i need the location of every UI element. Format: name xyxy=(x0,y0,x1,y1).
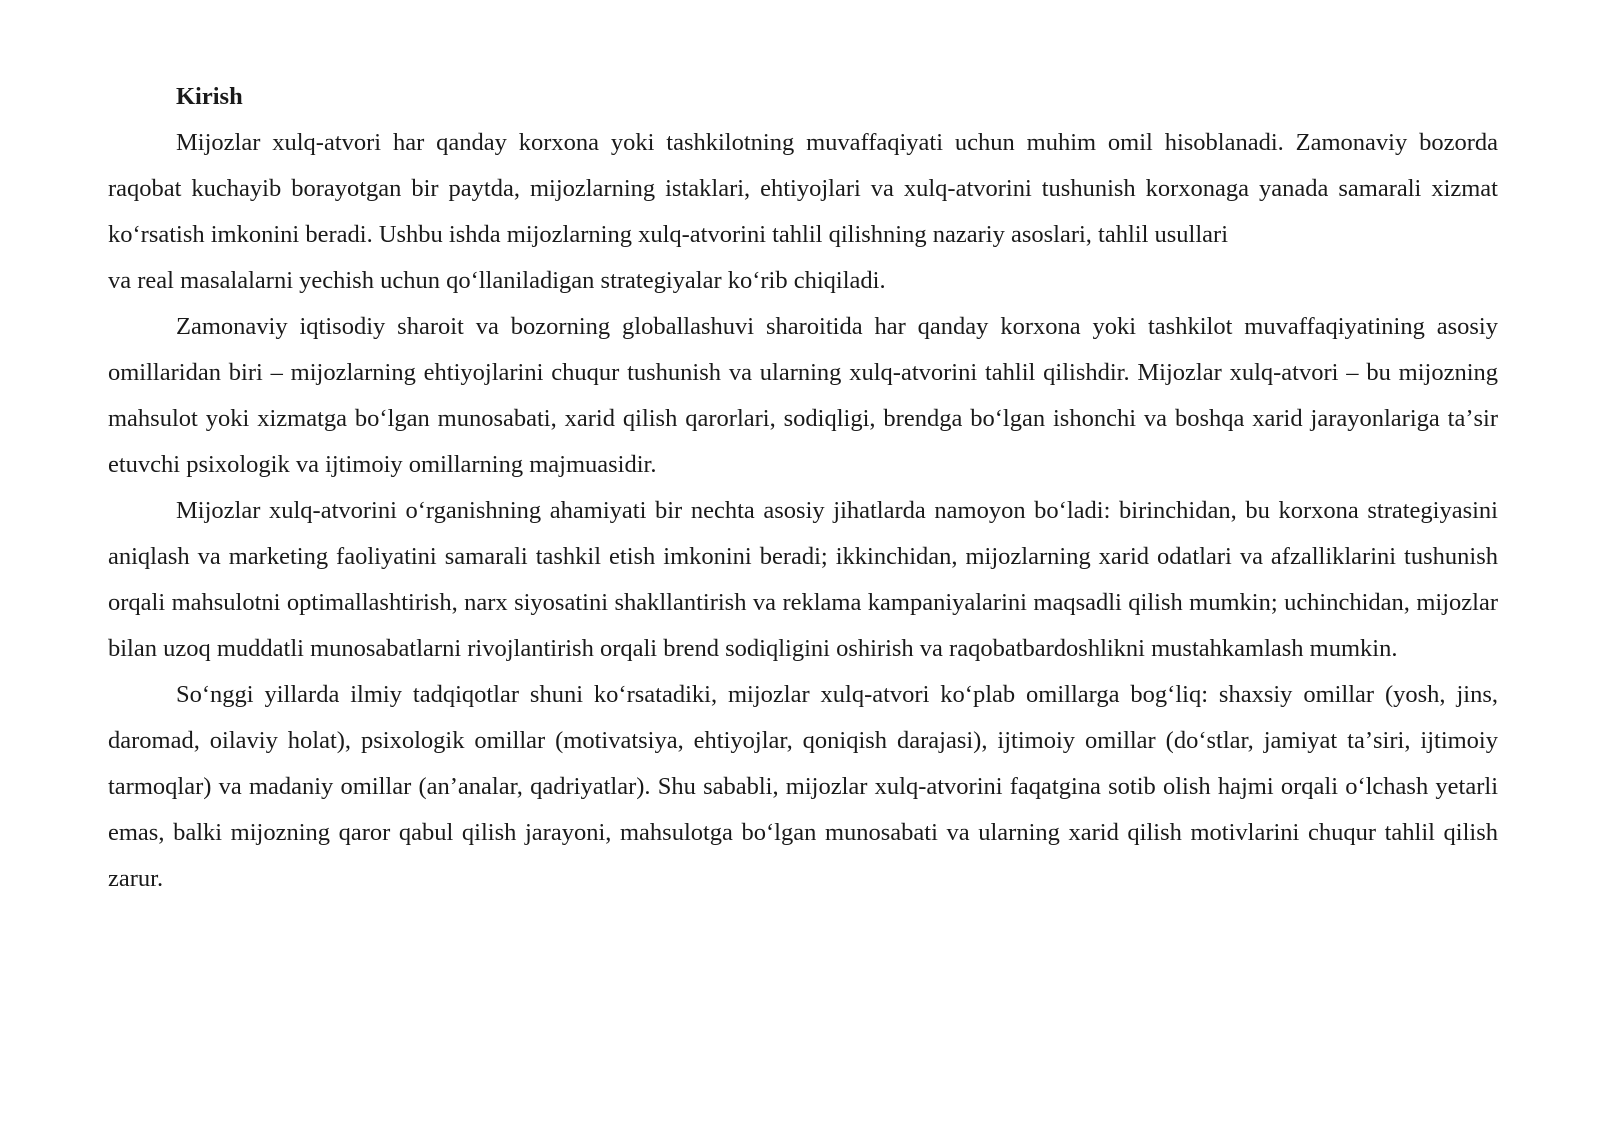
paragraph-importance: Mijozlar xulq-atvorini oʻrganishning ahamiyati bir nechta asosiy jihatlarda namoyon boʻladi: birinchidan, bu korxona strategiyasini aniqlash va marketing faoliyatini samarali tashkil etish imkonini beradi; ikkinchidan, mijozlarning xarid odatlari va afzalliklarini tushunish orqali mahsulotni optimallashtirish, narx siyosatini shakllantirish va reklama kampaniyalarini maqsadli qilish mumkin; uchinchidan, mijozlar bilan uzoq muddatli munosabatlarni rivojlantirish orqali brend sodiqligini oshirish va raqobatbardoshlikni mustahkamlash mumkin. xyxy=(108,497,1498,662)
paragraph-intro: Mijozlar xulq-atvori har qanday korxona yoki tashkilotning muvaffaqiyati uchun muhim omil hisoblanadi. Zamonaviy bozorda raqobat kuchayib borayotgan bir paytda, mijozlarning istaklari, ehtiyojlari va xulq-atvorini tushunish korxonaga yanada samarali xizmat koʻrsatish imkonini beradi. Ushbu ishda mijozlarning xulq-atvorini tahlil qilishning nazariy asoslari, tahlil usullari xyxy=(108,129,1498,248)
paragraph-definition: Zamonaviy iqtisodiy sharoit va bozorning globallashuvi sharoitida har qanday korxona yoki tashkilot muvaffaqiyatining asosiy omillaridan biri – mijozlarning ehtiyojlarini chuqur tushunish va ularning xulq-atvorini tahlil qilishdir. Mijozlar xulq-atvori – bu mijozning mahsulot yoki xizmatga boʻlgan munosabati, xarid qilish qarorlari, sodiqligi, brendga boʻlgan ishonchi va boshqa xarid jarayonlariga taʼsir etuvchi psixologik va ijtimoiy omillarning majmuasidir. xyxy=(108,313,1498,478)
document-page xyxy=(108,74,1498,902)
paragraph-intro-continued: va real masalalarni yechish uchun qoʻllaniladigan strategiyalar koʻrib chiqiladi. xyxy=(108,267,886,294)
section-heading: Kirish xyxy=(176,83,243,110)
paragraph-factors: Soʻnggi yillarda ilmiy tadqiqotlar shuni koʻrsatadiki, mijozlar xulq-atvori koʻplab omillarga bogʻliq: shaxsiy omillar (yosh, jins, daromad, oilaviy holat), psixologik omillar (motivatsiya, ehtiyojlar, qoniqish darajasi), ijtimoiy omillar (doʻstlar, jamiyat taʼsiri, ijtimoiy tarmoqlar) va madaniy omillar (anʼanalar, qadriyatlar). Shu sababli, mijozlar xulq-atvorini faqatgina sotib olish hajmi orqali oʻlchash yetarli emas, balki mijozning qaror qabul qilish jarayoni, mahsulotga boʻlgan munosabati va ularning xarid qilish motivlarini chuqur tahlil qilish zarur. xyxy=(108,681,1498,892)
